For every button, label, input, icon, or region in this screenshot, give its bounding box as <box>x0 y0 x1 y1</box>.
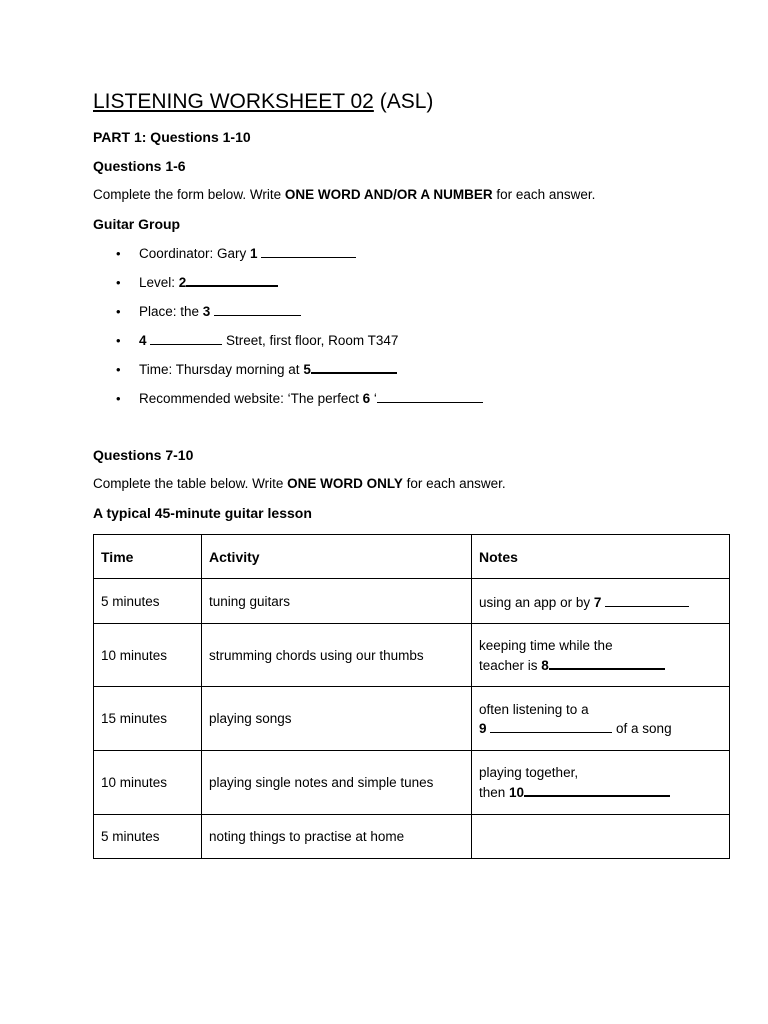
list-item <box>116 301 483 330</box>
item-text: Coordinator: Gary <box>139 246 251 261</box>
table-title: A typical 45-minute guitar lesson <box>93 505 312 521</box>
question-number: 9 <box>479 720 487 736</box>
question-number: 3 <box>202 304 211 319</box>
cell-time: 10 minutes <box>94 751 202 815</box>
list-item <box>116 243 483 272</box>
list-item <box>116 388 483 417</box>
lesson-table <box>93 534 730 859</box>
cell-time: 15 minutes <box>94 687 202 751</box>
question-number: 1 <box>250 246 258 261</box>
worksheet-title <box>93 88 433 116</box>
question-number: 6 <box>362 391 371 406</box>
item-text: ‘ <box>370 391 377 406</box>
part-heading: PART 1: Questions 1-10 <box>93 129 251 145</box>
title-suffix: (ASL) <box>379 90 434 113</box>
note-text: then <box>479 785 510 800</box>
table-row <box>94 751 730 815</box>
list-item <box>116 359 483 388</box>
table-row <box>94 815 730 859</box>
header-time: Time <box>94 535 202 579</box>
cell-time: 5 minutes <box>94 579 202 624</box>
cell-time: 10 minutes <box>94 624 202 687</box>
instruction-1-post: for each answer. <box>492 187 596 202</box>
instruction-2 <box>93 476 506 491</box>
cell-activity: noting things to practise at home <box>202 815 472 859</box>
cell-time: 5 minutes <box>94 815 202 859</box>
cell-notes <box>472 687 730 751</box>
answer-blank[interactable] <box>549 655 665 670</box>
question-number: 10 <box>509 785 525 800</box>
item-text: Place: the <box>139 304 203 319</box>
header-activity: Activity <box>202 535 472 579</box>
cell-notes <box>472 815 730 859</box>
note-text: teacher is <box>479 657 542 673</box>
table-row <box>94 687 730 751</box>
instruction-2-pre: Complete the table below. Write <box>93 476 288 491</box>
list-item <box>116 330 483 359</box>
questions-1-6-heading: Questions 1-6 <box>93 158 186 174</box>
cell-notes <box>472 624 730 687</box>
answer-blank[interactable] <box>524 782 670 797</box>
questions-7-10-heading: Questions 7-10 <box>93 447 194 463</box>
cell-activity: tuning guitars <box>202 579 472 624</box>
cell-activity: strumming chords using our thumbs <box>202 624 472 687</box>
header-notes: Notes <box>472 535 730 579</box>
question-number: 4 <box>139 333 147 348</box>
cell-activity: playing songs <box>202 687 472 751</box>
instruction-2-post: for each answer. <box>402 476 506 491</box>
answer-blank[interactable] <box>150 331 222 345</box>
note-text: often listening to a <box>479 701 589 717</box>
instruction-1-pre: Complete the form below. Write <box>93 187 285 202</box>
cell-activity: playing single notes and simple tunes <box>202 751 472 815</box>
note-line <box>479 655 722 675</box>
answer-blank[interactable] <box>377 389 483 403</box>
note-text: playing together, <box>479 765 579 780</box>
form-list <box>116 243 483 417</box>
title-main: LISTENING WORKSHEET 02 <box>93 90 374 113</box>
list-item <box>116 272 483 301</box>
note-line <box>479 782 722 802</box>
note-text: keeping time while the <box>479 637 613 653</box>
item-text: Recommended website: ‘The perfect <box>139 391 363 406</box>
question-number: 2 <box>178 275 187 290</box>
answer-blank[interactable] <box>214 302 301 316</box>
instruction-2-bold: ONE WORD ONLY <box>287 476 403 491</box>
question-number: 8 <box>541 657 549 673</box>
table-row <box>94 579 730 624</box>
instruction-1 <box>93 187 595 202</box>
answer-blank[interactable] <box>261 244 356 258</box>
note-line <box>479 719 722 738</box>
note-text: of a song <box>612 720 672 736</box>
item-text: Level: <box>139 275 179 290</box>
item-text: Street, first floor, Room T347 <box>222 333 399 348</box>
question-number: 7 <box>593 594 602 610</box>
note-text: using an app or by <box>479 594 594 610</box>
cell-notes <box>472 751 730 815</box>
cell-notes <box>472 579 730 624</box>
instruction-1-bold: ONE WORD AND/OR A NUMBER <box>284 187 493 202</box>
answer-blank[interactable] <box>186 272 278 287</box>
table-row <box>94 624 730 687</box>
item-text: Time: Thursday morning at <box>139 362 304 377</box>
answer-blank[interactable] <box>605 593 689 607</box>
answer-blank[interactable] <box>311 359 397 374</box>
form-title: Guitar Group <box>93 216 181 232</box>
table-header-row <box>94 535 730 579</box>
answer-blank[interactable] <box>490 719 612 733</box>
question-number: 5 <box>303 362 311 377</box>
